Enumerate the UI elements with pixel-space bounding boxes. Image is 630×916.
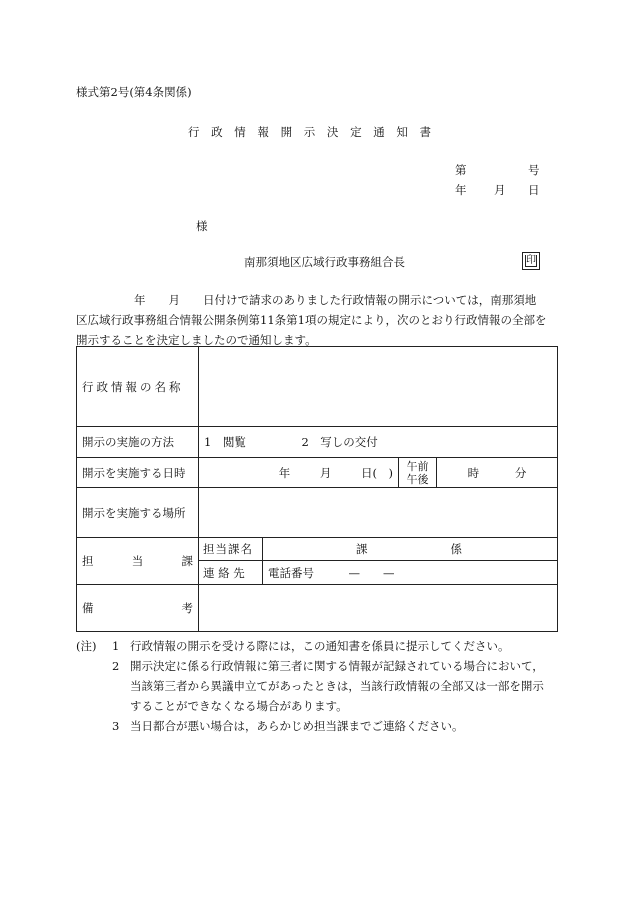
dt-tsuki: 月	[319, 465, 332, 480]
notes	[76, 636, 556, 736]
row-section	[77, 538, 558, 561]
name-label: 行政情報の名称	[77, 347, 199, 427]
pm-label: 午後	[406, 472, 429, 486]
date-tsuki: 月	[494, 183, 506, 197]
note-2-line-2: 当該第三者から異議申立てがあったときは，当該行政情報の全部又は一部を開示	[130, 679, 544, 693]
section-name-value[interactable]	[263, 538, 558, 561]
datetime-label: 開示を実施する日時	[77, 458, 199, 488]
datetime-date[interactable]	[199, 458, 399, 488]
dt-ji: 時	[467, 465, 480, 480]
method-option-1: 1 閲覧	[204, 435, 246, 449]
note-2: 2 開示決定に係る行政情報に第三者に関する情報が記録されている場合において，	[112, 659, 544, 673]
ka-label: 課	[356, 542, 368, 556]
kakari-label: 係	[450, 542, 462, 556]
body-line-1: 年 月 日付けで請求のありました行政情報の開示については，南那須地	[134, 293, 537, 307]
number-go: 号	[528, 163, 540, 177]
disclosure-table	[76, 346, 558, 632]
notes-mark: (注)	[76, 639, 97, 653]
row-remarks	[77, 585, 558, 632]
number-dai: 第	[455, 163, 467, 177]
note-2-line-3: することができなくなる場合があります。	[130, 699, 348, 713]
addressee-sama: 様	[196, 219, 208, 233]
section-label: 担 当 課	[77, 538, 199, 585]
date-nen: 年	[455, 183, 467, 197]
am-label: 午前	[406, 459, 429, 473]
row-method	[77, 427, 558, 458]
datetime-time[interactable]	[437, 458, 558, 488]
note-1: (注) 1 行政情報の開示を受ける際には，この通知書を係員に提示してください。	[76, 636, 556, 656]
remarks-label: 備 考	[77, 585, 199, 632]
row-place	[77, 488, 558, 538]
phone-value[interactable]: 電話番号 — —	[263, 561, 558, 585]
row-name	[77, 347, 558, 427]
row-datetime	[77, 458, 558, 488]
body-paragraph	[76, 290, 556, 350]
dt-fun: 分	[514, 465, 527, 480]
method-label: 開示の実施の方法	[77, 427, 199, 458]
name-value[interactable]	[199, 347, 558, 427]
method-value[interactable]	[199, 427, 558, 458]
section-name-label: 担当課名	[199, 538, 263, 561]
method-option-2: 2 写しの交付	[301, 435, 378, 449]
date-hi: 日	[528, 183, 540, 197]
remarks-value[interactable]	[199, 585, 558, 632]
document-title: 行 政 情 報 開 示 決 定 通 知 書	[188, 125, 436, 139]
place-label: 開示を実施する場所	[77, 488, 199, 538]
form-number: 様式第2号(第4条関係)	[76, 85, 192, 99]
note-3: 3 当日都合が悪い場合は，あらかじめ担当課までご連絡ください。	[112, 719, 464, 733]
seal-mark: 印	[522, 252, 540, 270]
dt-nen: 年	[278, 465, 291, 480]
dt-hi: 日( )	[361, 465, 393, 480]
ampm-cell[interactable]	[399, 458, 437, 488]
body-line-3: 開示することを決定しましたので通知します。	[76, 333, 317, 347]
contact-label: 連 絡 先	[199, 561, 263, 585]
place-value[interactable]	[199, 488, 558, 538]
body-line-2: 区広域行政事務組合情報公開条例第11条第1項の規定により，次のとおり行政情報の全部を	[76, 313, 547, 327]
issuer-name: 南那須地区広域行政事務組合長	[244, 255, 405, 269]
